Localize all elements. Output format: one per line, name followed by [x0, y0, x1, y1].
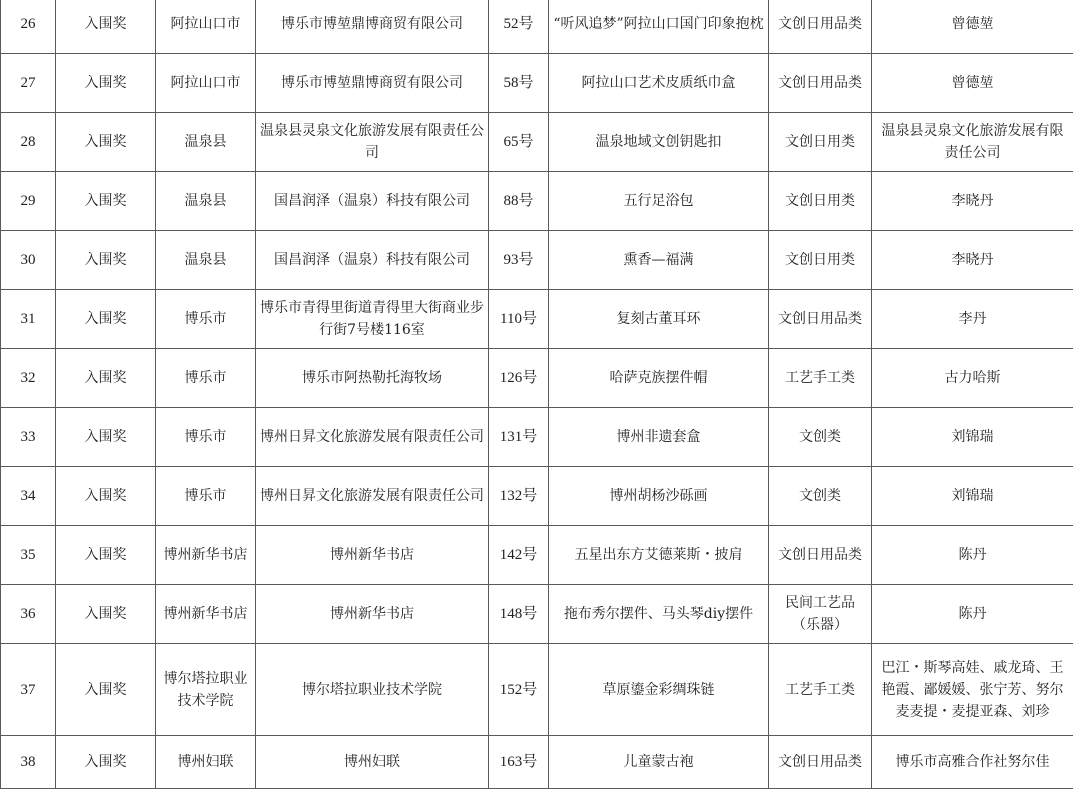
- table-row: [1, 290, 1073, 349]
- product-name-cell: “听风追梦”阿拉山口国门印象抱枕: [549, 0, 769, 54]
- region-cell: 博乐市: [156, 349, 256, 408]
- region-cell: 博州新华书店: [156, 585, 256, 644]
- row-number-cell: 27: [1, 54, 56, 113]
- row-number-cell: 32: [1, 349, 56, 408]
- author-cell: 博乐市高雅合作社努尔佳: [872, 736, 1073, 789]
- product-name-cell: 五行足浴包: [549, 172, 769, 231]
- entry-number-cell: 132号: [489, 467, 549, 526]
- author-cell: 巴江・斯琴高娃、戚龙琦、王艳霞、鄙媛媛、张宁芳、努尔麦麦提・麦提亚森、刘珍: [872, 644, 1073, 736]
- organization-cell: 博州新华书店: [256, 585, 489, 644]
- table-row: [1, 349, 1073, 408]
- row-number-cell: 36: [1, 585, 56, 644]
- author-cell: 古力哈斯: [872, 349, 1073, 408]
- organization-cell: 博州日昇文化旅游发展有限责任公司: [256, 467, 489, 526]
- category-cell: 文创日用品类: [769, 290, 872, 349]
- product-name-cell: 熏香—福满: [549, 231, 769, 290]
- table-body: [1, 0, 1073, 789]
- table-row: [1, 644, 1073, 736]
- award-level-cell: 入围奖: [56, 408, 156, 467]
- author-cell: 陈丹: [872, 585, 1073, 644]
- entry-number-cell: 110号: [489, 290, 549, 349]
- row-number-cell: 33: [1, 408, 56, 467]
- author-cell: 刘锦瑞: [872, 467, 1073, 526]
- product-name-cell: 博州非遗套盒: [549, 408, 769, 467]
- region-cell: 博尔塔拉职业技术学院: [156, 644, 256, 736]
- award-level-cell: 入围奖: [56, 54, 156, 113]
- table-row: [1, 526, 1073, 585]
- award-level-cell: 入围奖: [56, 172, 156, 231]
- row-number-cell: 31: [1, 290, 56, 349]
- region-cell: 博乐市: [156, 290, 256, 349]
- row-number-cell: 26: [1, 0, 56, 54]
- region-cell: 博乐市: [156, 467, 256, 526]
- category-cell: 民间工艺品（乐器）: [769, 585, 872, 644]
- entry-number-cell: 152号: [489, 644, 549, 736]
- product-name-cell: 儿童蒙古袍: [549, 736, 769, 789]
- product-name-cell: 复刻古董耳环: [549, 290, 769, 349]
- author-cell: 温泉县灵泉文化旅游发展有限责任公司: [872, 113, 1073, 172]
- author-cell: 曾德堃: [872, 54, 1073, 113]
- region-cell: 博州妇联: [156, 736, 256, 789]
- category-cell: 文创类: [769, 467, 872, 526]
- table-row: [1, 736, 1073, 789]
- organization-cell: 国昌润泽（温泉）科技有限公司: [256, 172, 489, 231]
- category-cell: 文创日用类: [769, 113, 872, 172]
- row-number-cell: 35: [1, 526, 56, 585]
- award-level-cell: 入围奖: [56, 467, 156, 526]
- entry-number-cell: 58号: [489, 54, 549, 113]
- entry-number-cell: 93号: [489, 231, 549, 290]
- organization-cell: 国昌润泽（温泉）科技有限公司: [256, 231, 489, 290]
- organization-cell: 博乐市青得里街道青得里大街商业步行街7号楼116室: [256, 290, 489, 349]
- category-cell: 文创日用品类: [769, 526, 872, 585]
- award-level-cell: 入围奖: [56, 231, 156, 290]
- organization-cell: 博尔塔拉职业技术学院: [256, 644, 489, 736]
- region-cell: 博州新华书店: [156, 526, 256, 585]
- table-row: [1, 0, 1073, 54]
- author-cell: 李晓丹: [872, 172, 1073, 231]
- organization-cell: 博乐市阿热勒托海牧场: [256, 349, 489, 408]
- entry-number-cell: 126号: [489, 349, 549, 408]
- award-level-cell: 入围奖: [56, 644, 156, 736]
- category-cell: 文创日用类: [769, 231, 872, 290]
- row-number-cell: 29: [1, 172, 56, 231]
- region-cell: 阿拉山口市: [156, 54, 256, 113]
- row-number-cell: 28: [1, 113, 56, 172]
- row-number-cell: 34: [1, 467, 56, 526]
- organization-cell: 博乐市博堃鼎博商贸有限公司: [256, 0, 489, 54]
- category-cell: 文创日用品类: [769, 736, 872, 789]
- table-row: [1, 585, 1073, 644]
- author-cell: 曾德堃: [872, 0, 1073, 54]
- region-cell: 博乐市: [156, 408, 256, 467]
- award-level-cell: 入围奖: [56, 736, 156, 789]
- author-cell: 李丹: [872, 290, 1073, 349]
- product-name-cell: 哈萨克族摆件帽: [549, 349, 769, 408]
- category-cell: 文创日用品类: [769, 54, 872, 113]
- row-number-cell: 38: [1, 736, 56, 789]
- product-name-cell: 五星出东方艾德莱斯・披肩: [549, 526, 769, 585]
- region-cell: 温泉县: [156, 231, 256, 290]
- table-row: [1, 467, 1073, 526]
- entry-number-cell: 52号: [489, 0, 549, 54]
- row-number-cell: 30: [1, 231, 56, 290]
- region-cell: 温泉县: [156, 172, 256, 231]
- author-cell: 李晓丹: [872, 231, 1073, 290]
- entry-number-cell: 131号: [489, 408, 549, 467]
- author-cell: 刘锦瑞: [872, 408, 1073, 467]
- award-level-cell: 入围奖: [56, 290, 156, 349]
- product-name-cell: 阿拉山口艺术皮质纸巾盒: [549, 54, 769, 113]
- entry-number-cell: 142号: [489, 526, 549, 585]
- table-row: [1, 172, 1073, 231]
- award-level-cell: 入围奖: [56, 113, 156, 172]
- category-cell: 工艺手工类: [769, 644, 872, 736]
- table-row: [1, 54, 1073, 113]
- award-level-cell: 入围奖: [56, 349, 156, 408]
- entry-number-cell: 163号: [489, 736, 549, 789]
- product-name-cell: 博州胡杨沙砾画: [549, 467, 769, 526]
- category-cell: 文创类: [769, 408, 872, 467]
- organization-cell: 温泉县灵泉文化旅游发展有限责任公司: [256, 113, 489, 172]
- row-number-cell: 37: [1, 644, 56, 736]
- category-cell: 文创日用类: [769, 172, 872, 231]
- product-name-cell: 温泉地域文创钥匙扣: [549, 113, 769, 172]
- category-cell: 工艺手工类: [769, 349, 872, 408]
- product-name-cell: 拖布秀尔摆件、马头琴diy摆件: [549, 585, 769, 644]
- table-row: [1, 231, 1073, 290]
- product-name-cell: 草原鎏金彩绸珠链: [549, 644, 769, 736]
- category-cell: 文创日用品类: [769, 0, 872, 54]
- table-row: [1, 408, 1073, 467]
- entry-number-cell: 148号: [489, 585, 549, 644]
- region-cell: 阿拉山口市: [156, 0, 256, 54]
- award-level-cell: 入围奖: [56, 0, 156, 54]
- organization-cell: 博州日昇文化旅游发展有限责任公司: [256, 408, 489, 467]
- organization-cell: 博州新华书店: [256, 526, 489, 585]
- award-level-cell: 入围奖: [56, 585, 156, 644]
- organization-cell: 博州妇联: [256, 736, 489, 789]
- organization-cell: 博乐市博堃鼎博商贸有限公司: [256, 54, 489, 113]
- author-cell: 陈丹: [872, 526, 1073, 585]
- region-cell: 温泉县: [156, 113, 256, 172]
- award-level-cell: 入围奖: [56, 526, 156, 585]
- entry-number-cell: 65号: [489, 113, 549, 172]
- table-row: [1, 113, 1073, 172]
- entry-number-cell: 88号: [489, 172, 549, 231]
